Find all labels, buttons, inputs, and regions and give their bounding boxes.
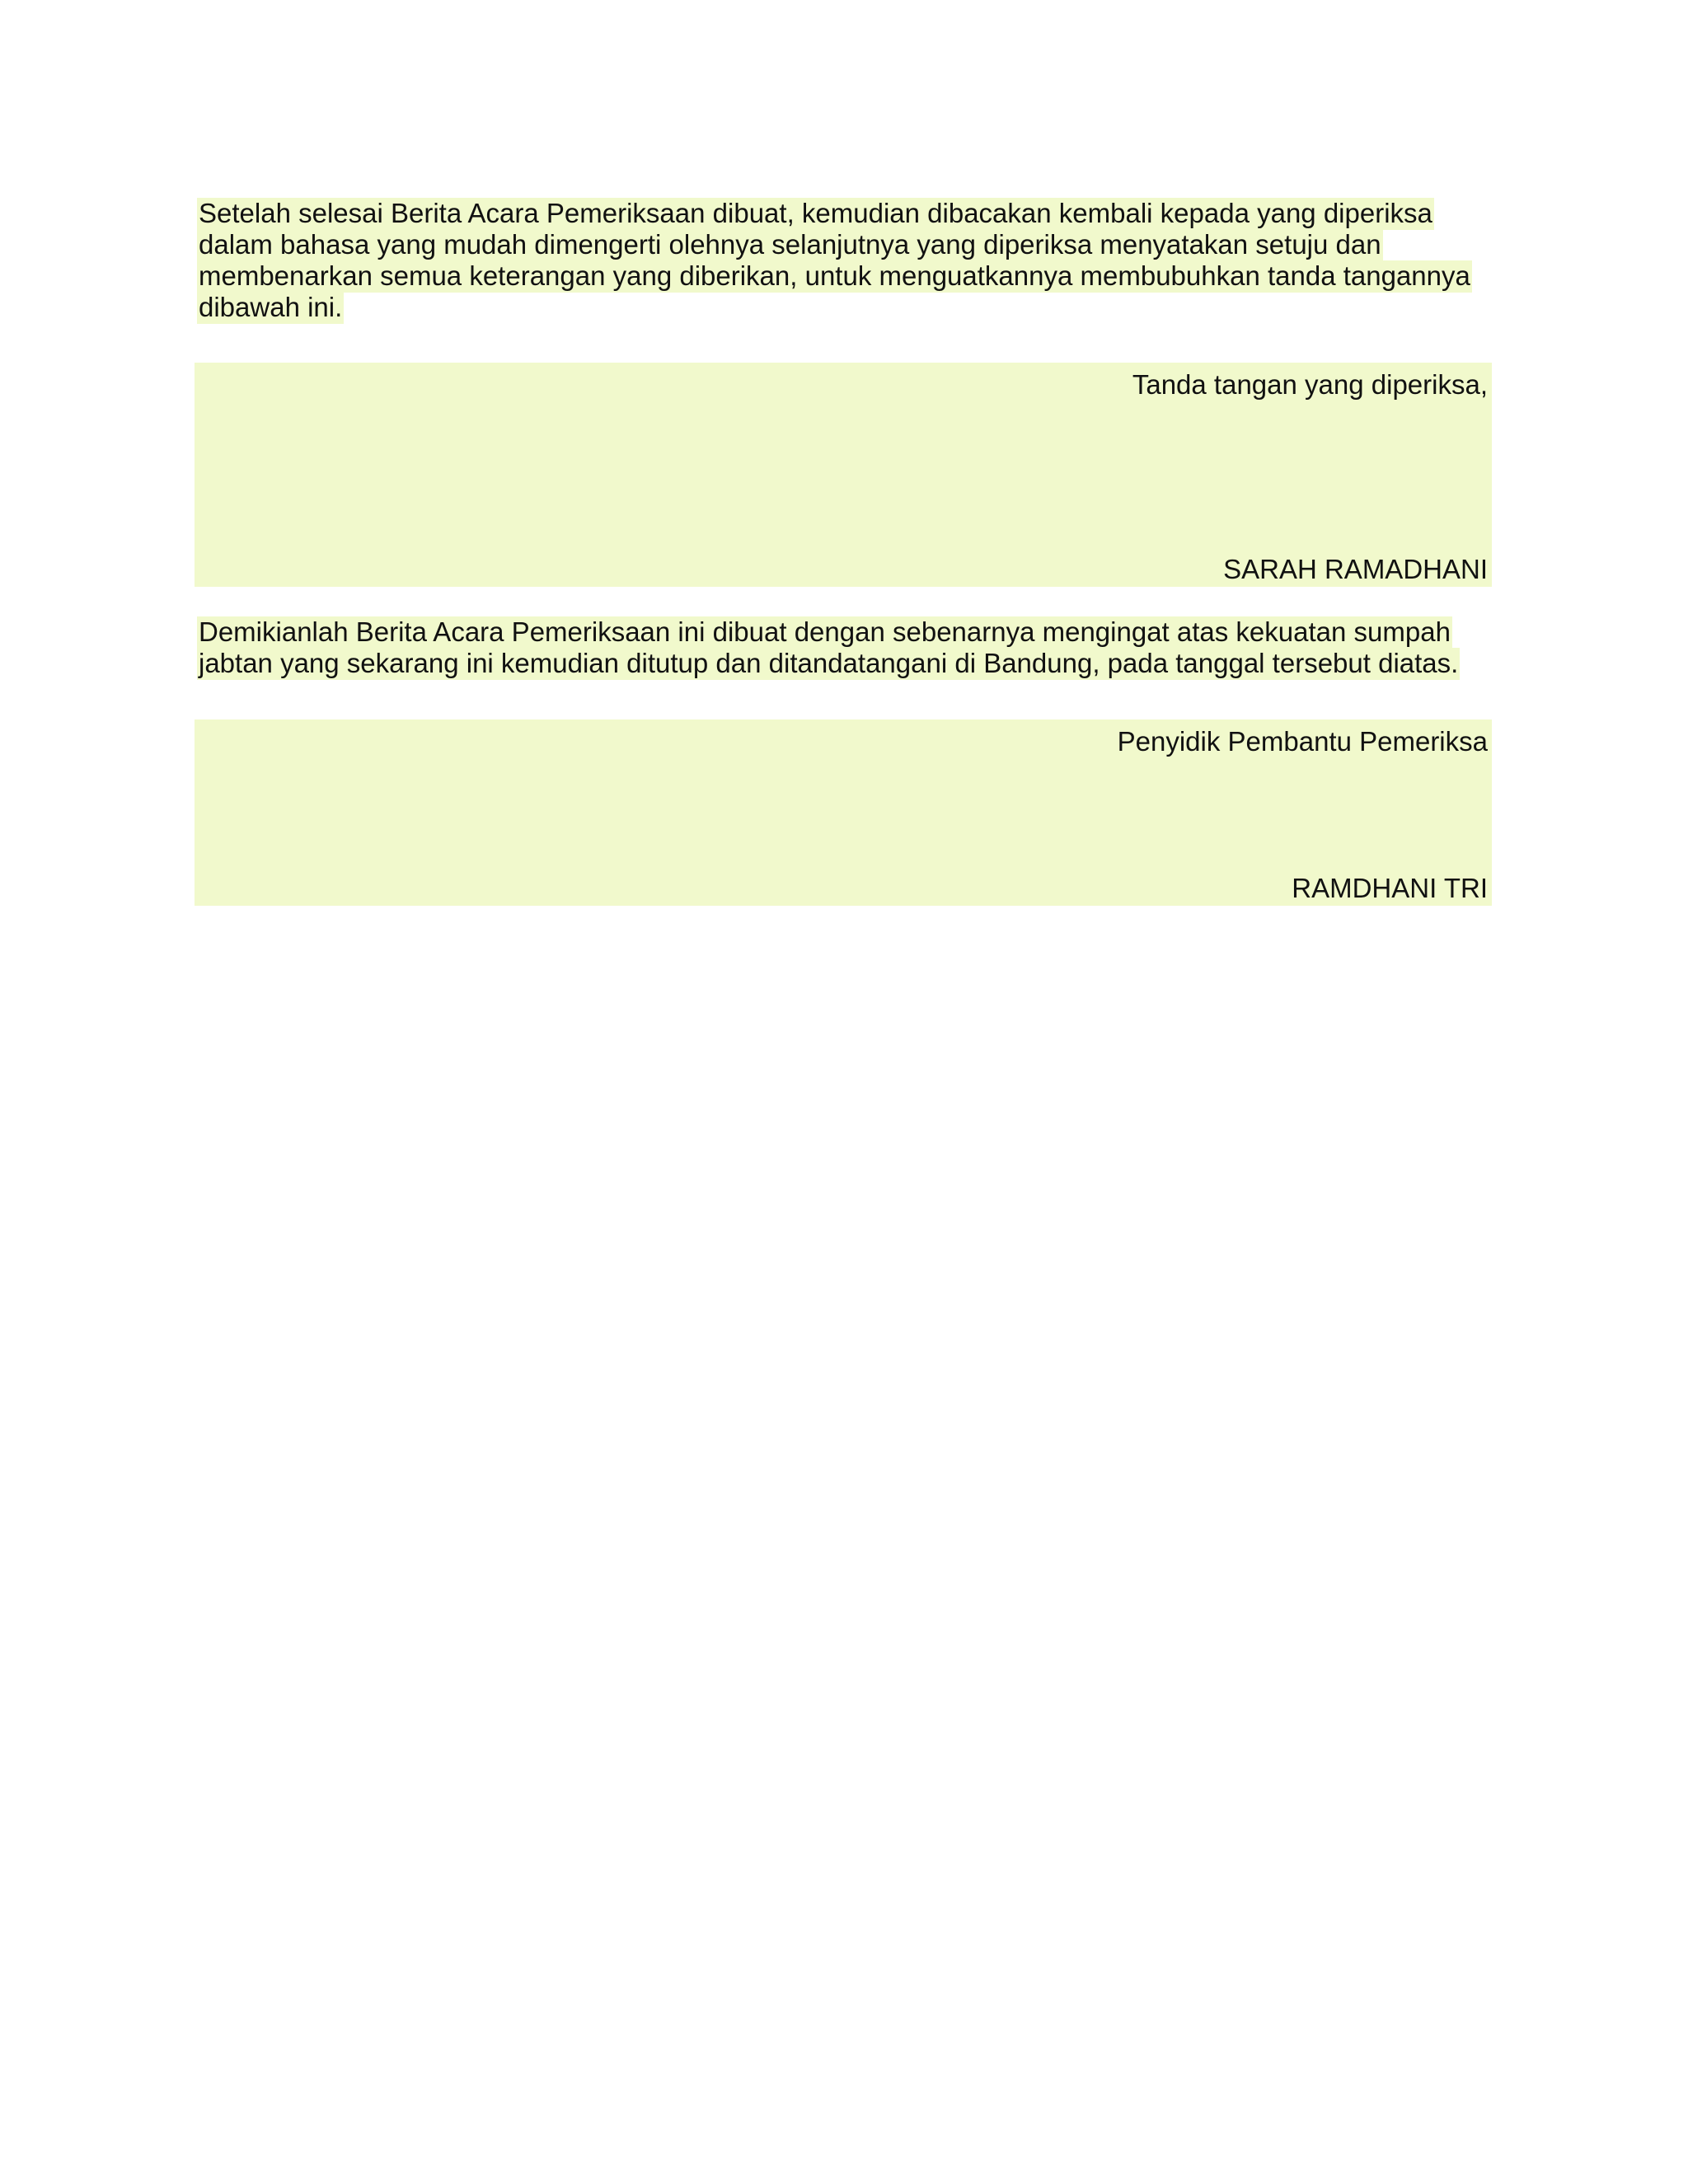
investigator-signature-caption: Penyidik Pembantu Pemeriksa bbox=[1117, 726, 1488, 757]
closing-statement-paragraph bbox=[197, 198, 1491, 323]
investigator-name: RAMDHANI TRI bbox=[1292, 873, 1488, 903]
closing-statement-text: Setelah selesai Berita Acara Pemeriksaan dibuat, kemudian dibacakan kembali kepada yang diperiksa dalam bahasa yang mudah dimengerti olehnya selanjutnya yang diperiksa menyatakan setuju dan membenarkan semua keterangan yang diberikan, untuk menguatkannya membubuhkan tanda tangannya dibawah ini. bbox=[199, 198, 1470, 322]
examinee-signature-caption: Tanda tangan yang diperiksa, bbox=[1132, 369, 1488, 400]
oath-statement-text: Demikianlah Berita Acara Pemeriksaan ini dibuat dengan sebenarnya mengingat atas kekuatan sumpah jabtan yang sekarang ini kemudian ditutup dan ditandatangani di Bandung, pada tanggal tersebut diatas. bbox=[199, 616, 1459, 678]
investigator-signature-block bbox=[195, 719, 1492, 906]
examinee-name: SARAH RAMADHANI bbox=[1223, 554, 1488, 584]
oath-statement-paragraph bbox=[197, 616, 1491, 679]
examinee-signature-block bbox=[195, 363, 1492, 587]
